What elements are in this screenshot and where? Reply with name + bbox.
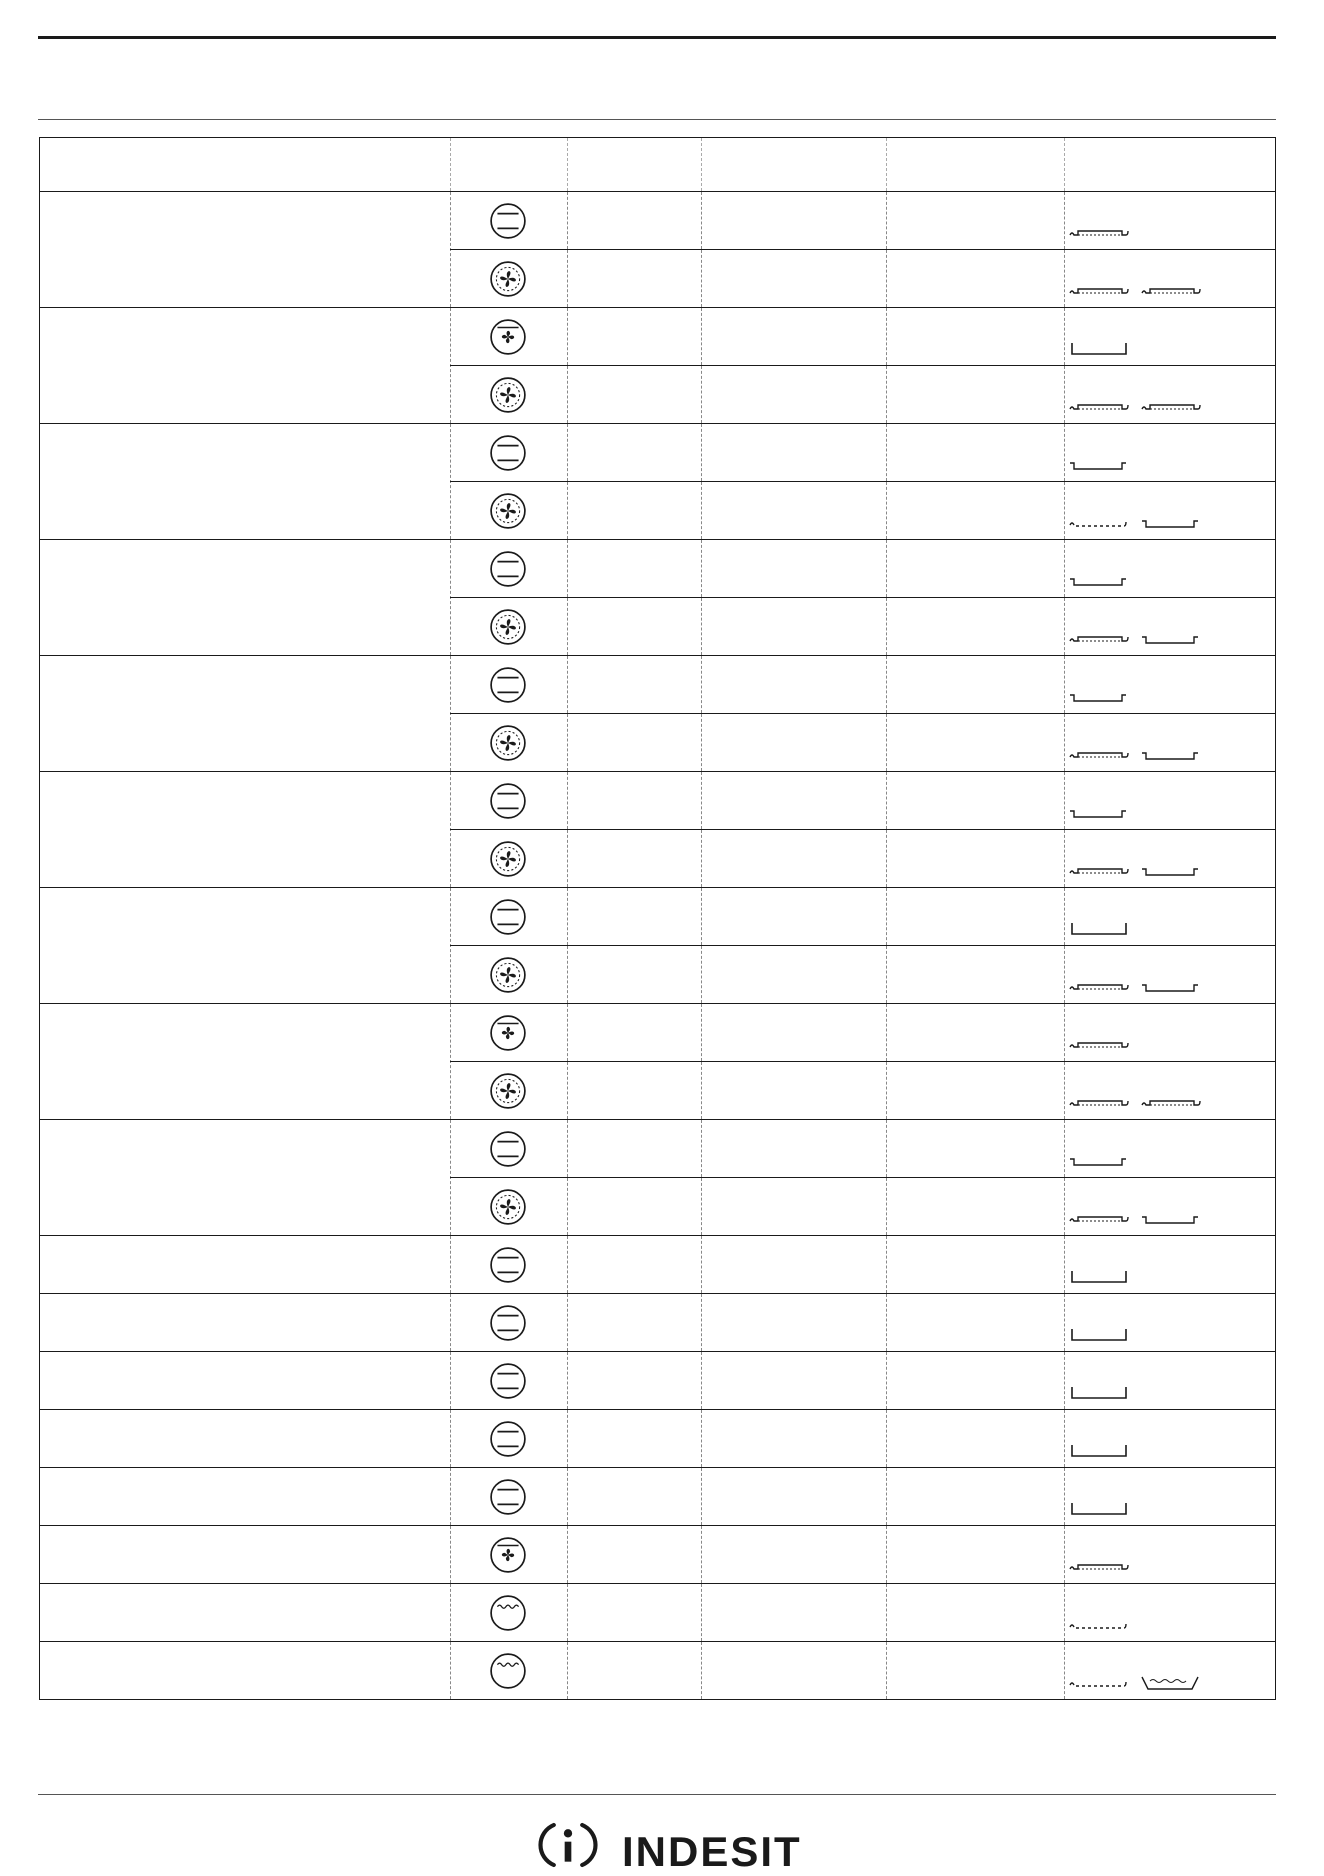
function-row	[450, 945, 1275, 1003]
col-divider	[701, 1526, 702, 1583]
turbo-grill-icon	[489, 318, 527, 361]
fan-forced-icon	[489, 376, 527, 419]
baking-tray-icon	[1140, 979, 1202, 995]
col-divider	[701, 830, 702, 887]
footer-rule	[38, 1794, 1276, 1795]
fan-forced-icon	[489, 840, 527, 883]
col-divider	[886, 250, 887, 307]
wire-shelf-icon	[1068, 747, 1130, 763]
table-row	[40, 1468, 1275, 1526]
fan-forced-icon	[489, 724, 527, 767]
static-heat-icon	[489, 1362, 527, 1405]
col-divider	[701, 772, 702, 829]
col-divider	[1064, 424, 1065, 481]
wire-shelf-icon	[1140, 1095, 1202, 1111]
indesit-logo-icon	[528, 1820, 618, 1870]
col-divider	[701, 946, 702, 1003]
col-divider	[886, 714, 887, 771]
function-row	[450, 1061, 1275, 1119]
col-divider	[1064, 1294, 1065, 1351]
table-row	[40, 1410, 1275, 1468]
col-divider	[1064, 1178, 1065, 1235]
function-row	[450, 308, 1275, 365]
baking-tray-icon	[1140, 863, 1202, 879]
fan-forced-icon	[489, 956, 527, 999]
function-row	[450, 1004, 1275, 1061]
col-divider	[701, 482, 702, 539]
col-divider	[1064, 946, 1065, 1003]
col-divider	[567, 366, 568, 423]
static-heat-icon	[489, 1478, 527, 1521]
col-divider	[567, 1120, 568, 1177]
col-divider	[886, 1178, 887, 1235]
col-divider	[1064, 1468, 1065, 1525]
deep-tray-icon	[1068, 1327, 1130, 1343]
function-row	[450, 1236, 1275, 1293]
col-divider	[567, 714, 568, 771]
baking-tray-icon	[1140, 747, 1202, 763]
col-divider	[1064, 138, 1065, 191]
baking-tray-icon	[1140, 631, 1202, 647]
col-divider	[567, 1410, 568, 1467]
col-divider	[701, 1468, 702, 1525]
col-divider	[567, 482, 568, 539]
col-divider	[701, 424, 702, 481]
col-divider	[886, 772, 887, 829]
col-divider	[1064, 308, 1065, 365]
col-divider	[450, 138, 451, 191]
col-divider	[567, 1468, 568, 1525]
col-divider	[701, 598, 702, 655]
static-heat-icon	[489, 1130, 527, 1173]
col-divider	[701, 714, 702, 771]
wire-shelf-icon	[1068, 283, 1130, 299]
col-divider	[886, 1410, 887, 1467]
turbo-grill-icon	[489, 1014, 527, 1057]
col-divider	[701, 138, 702, 191]
col-divider	[886, 1526, 887, 1583]
table-row	[40, 1294, 1275, 1352]
wire-shelf-icon	[1068, 225, 1130, 241]
function-row	[450, 713, 1275, 771]
col-divider	[1064, 772, 1065, 829]
function-row	[450, 1584, 1275, 1641]
col-divider	[886, 656, 887, 713]
col-divider	[567, 598, 568, 655]
col-divider	[567, 308, 568, 365]
drip-tray-icon	[1068, 1617, 1130, 1633]
function-row	[450, 249, 1275, 307]
col-divider	[1064, 1410, 1065, 1467]
table-row	[40, 1236, 1275, 1294]
col-divider	[886, 1468, 887, 1525]
fan-forced-icon	[489, 260, 527, 303]
fan-forced-icon	[489, 1072, 527, 1115]
col-divider	[1064, 1642, 1065, 1699]
col-divider	[1064, 482, 1065, 539]
col-divider	[701, 656, 702, 713]
static-heat-icon	[489, 202, 527, 245]
col-divider	[886, 888, 887, 945]
static-heat-icon	[489, 782, 527, 825]
table-row	[40, 540, 1275, 656]
col-divider	[567, 830, 568, 887]
wire-shelf-icon	[1068, 1095, 1130, 1111]
col-divider	[886, 598, 887, 655]
col-divider	[701, 1178, 702, 1235]
wire-shelf-icon	[1068, 979, 1130, 995]
col-divider	[886, 424, 887, 481]
table-row	[40, 772, 1275, 888]
col-divider	[567, 1004, 568, 1061]
function-row	[450, 772, 1275, 829]
col-divider	[886, 946, 887, 1003]
col-divider	[1064, 1352, 1065, 1409]
fan-forced-icon	[489, 608, 527, 651]
col-divider	[567, 1294, 568, 1351]
col-divider	[567, 772, 568, 829]
col-divider	[1064, 250, 1065, 307]
deep-tray-icon	[1068, 921, 1130, 937]
function-row	[450, 597, 1275, 655]
col-divider	[886, 1352, 887, 1409]
col-divider	[701, 1004, 702, 1061]
col-divider	[567, 888, 568, 945]
table-row	[40, 1642, 1275, 1699]
wire-shelf-icon	[1068, 631, 1130, 647]
static-heat-icon	[489, 1304, 527, 1347]
col-divider	[1064, 888, 1065, 945]
table-row	[40, 1004, 1275, 1120]
table-header-row	[40, 138, 1275, 192]
col-divider	[567, 250, 568, 307]
header-rule	[38, 119, 1276, 120]
col-divider	[886, 1004, 887, 1061]
static-heat-icon	[489, 1420, 527, 1463]
col-divider	[1064, 192, 1065, 249]
baking-tray-icon	[1068, 573, 1130, 589]
col-divider	[886, 1236, 887, 1293]
col-divider	[567, 540, 568, 597]
function-row	[450, 481, 1275, 539]
col-divider	[567, 1236, 568, 1293]
col-divider	[1064, 1120, 1065, 1177]
col-divider	[886, 1062, 887, 1119]
col-divider	[1064, 1584, 1065, 1641]
col-divider	[1064, 714, 1065, 771]
col-divider	[567, 656, 568, 713]
table-row	[40, 656, 1275, 772]
col-divider	[1064, 1526, 1065, 1583]
low-heat-icon	[489, 1594, 527, 1637]
col-divider	[701, 888, 702, 945]
function-row	[450, 540, 1275, 597]
col-divider	[701, 250, 702, 307]
col-divider	[701, 1352, 702, 1409]
function-row	[450, 1642, 1275, 1699]
col-divider	[886, 308, 887, 365]
col-divider	[1064, 1062, 1065, 1119]
deep-tray-icon	[1068, 341, 1130, 357]
wire-shelf-icon	[1068, 1037, 1130, 1053]
wire-shelf-icon	[1068, 1559, 1130, 1575]
drip-tray-icon	[1068, 515, 1130, 531]
function-row	[450, 1352, 1275, 1409]
col-divider	[1064, 366, 1065, 423]
col-divider	[567, 1642, 568, 1699]
col-divider	[701, 1236, 702, 1293]
baking-tray-icon	[1068, 805, 1130, 821]
table-row	[40, 1526, 1275, 1584]
baking-tray-icon	[1068, 689, 1130, 705]
deep-tray-icon	[1068, 1443, 1130, 1459]
col-divider	[701, 1120, 702, 1177]
col-divider	[1064, 830, 1065, 887]
col-divider	[1064, 598, 1065, 655]
static-heat-icon	[489, 666, 527, 709]
col-divider	[886, 192, 887, 249]
function-row	[450, 1294, 1275, 1351]
static-heat-icon	[489, 434, 527, 477]
brand-name: INDESIT	[622, 1828, 802, 1875]
col-divider	[701, 540, 702, 597]
col-divider	[567, 1062, 568, 1119]
function-row	[450, 424, 1275, 481]
low-heat-icon	[489, 1652, 527, 1695]
col-divider	[567, 1352, 568, 1409]
deep-tray-icon	[1068, 1385, 1130, 1401]
wire-shelf-icon	[1068, 863, 1130, 879]
table-row	[40, 424, 1275, 540]
col-divider	[886, 830, 887, 887]
col-divider	[701, 308, 702, 365]
col-divider	[1064, 540, 1065, 597]
col-divider	[1064, 656, 1065, 713]
deep-tray-icon	[1068, 1269, 1130, 1285]
function-row	[450, 888, 1275, 945]
function-row	[450, 1177, 1275, 1235]
table-row	[40, 888, 1275, 1004]
col-divider	[567, 192, 568, 249]
col-divider	[886, 138, 887, 191]
baking-tray-icon	[1068, 457, 1130, 473]
baking-tray-icon	[1140, 515, 1202, 531]
function-row	[450, 829, 1275, 887]
col-divider	[886, 540, 887, 597]
col-divider	[701, 1584, 702, 1641]
cooking-table	[39, 137, 1276, 1700]
function-row	[450, 192, 1275, 249]
col-divider	[567, 1178, 568, 1235]
static-heat-icon	[489, 898, 527, 941]
top-rule	[38, 36, 1276, 39]
table-row	[40, 308, 1275, 424]
table-row	[40, 1352, 1275, 1410]
col-divider	[701, 192, 702, 249]
col-divider	[701, 1062, 702, 1119]
col-divider	[701, 366, 702, 423]
deep-tray-icon	[1068, 1501, 1130, 1517]
col-divider	[567, 946, 568, 1003]
function-row	[450, 1410, 1275, 1467]
static-heat-icon	[489, 550, 527, 593]
table-row	[40, 1584, 1275, 1642]
col-divider	[886, 1642, 887, 1699]
wire-shelf-icon	[1140, 399, 1202, 415]
table-row	[40, 192, 1275, 308]
col-divider	[1064, 1004, 1065, 1061]
wire-shelf-icon	[1068, 1211, 1130, 1227]
water-tray-icon	[1140, 1675, 1202, 1691]
col-divider	[567, 138, 568, 191]
col-divider	[886, 1584, 887, 1641]
wire-shelf-icon	[1140, 283, 1202, 299]
col-divider	[567, 1584, 568, 1641]
baking-tray-icon	[1068, 1153, 1130, 1169]
drip-tray-icon	[1068, 1675, 1130, 1691]
function-row	[450, 1120, 1275, 1177]
function-row	[450, 656, 1275, 713]
wire-shelf-icon	[1068, 399, 1130, 415]
fan-forced-icon	[489, 1188, 527, 1231]
col-divider	[701, 1410, 702, 1467]
col-divider	[886, 1294, 887, 1351]
col-divider	[701, 1294, 702, 1351]
col-divider	[701, 1642, 702, 1699]
col-divider	[886, 366, 887, 423]
function-row	[450, 1468, 1275, 1525]
baking-tray-icon	[1140, 1211, 1202, 1227]
col-divider	[567, 1526, 568, 1583]
fan-forced-icon	[489, 492, 527, 535]
col-divider	[886, 1120, 887, 1177]
col-divider	[567, 424, 568, 481]
table-row	[40, 1120, 1275, 1236]
static-heat-icon	[489, 1246, 527, 1289]
col-divider	[1064, 1236, 1065, 1293]
function-row	[450, 365, 1275, 423]
function-row	[450, 1526, 1275, 1583]
turbo-grill-icon	[489, 1536, 527, 1579]
col-divider	[886, 482, 887, 539]
